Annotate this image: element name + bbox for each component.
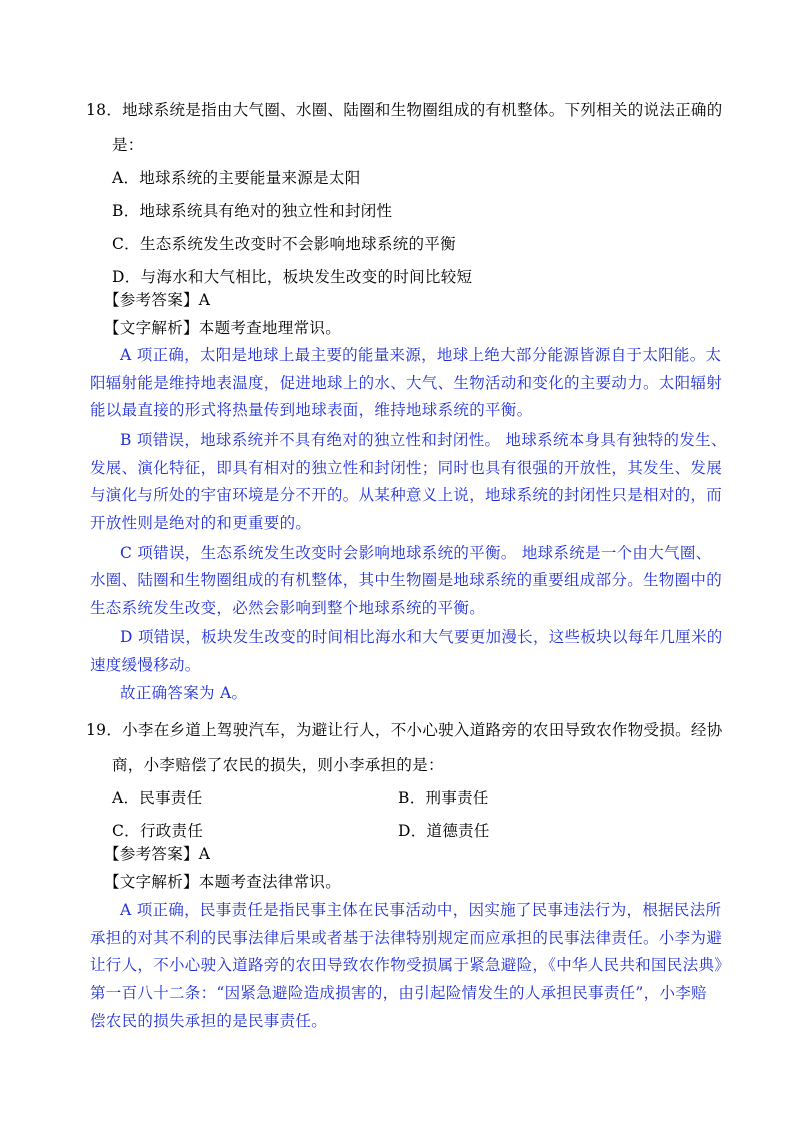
q18-option-b: B．地球系统具有绝对的独立性和封闭性	[112, 202, 393, 220]
q19-stem-line2: 商，小李赔偿了农民的损失，则小李承担的是：	[112, 756, 444, 774]
q18-stem-line1: 18．地球系统是指由大气圈、水圈、陆圈和生物圈组成的有机整体。下列相关的说法正确的	[86, 101, 723, 119]
q19-stem-line1: 19．小李在乡道上驾驶汽车，为避让行人，不小心驶入道路旁的农田导致农作物受损。经协	[86, 721, 723, 739]
q18-option-d: D．与海水和大气相比，板块发生改变的时间比较短	[112, 268, 473, 286]
q18-analysis-conclusion: 故正确答案为 A。	[120, 684, 248, 702]
q19-option-a: A．民事责任	[112, 789, 203, 807]
q19-answer: 【参考答案】A	[104, 845, 211, 863]
q19-analysis-line: 承担的对其不利的民事法律后果或者基于法律特别规定而应承担的民事法律责任。小李为避	[90, 929, 723, 947]
q18-option-c: C．生态系统发生改变时不会影响地球系统的平衡	[112, 235, 456, 253]
q18-analysis-line: 发展、演化特征，即具有相对的独立性和封闭性；同时也具有很强的开放性，其发生、发展	[90, 459, 723, 477]
q18-stem-line2: 是：	[112, 136, 144, 154]
q19-analysis-title: 【文字解析】本题考查法律常识。	[104, 873, 342, 891]
q18-option-a: A．地球系统的主要能量来源是太阳	[112, 169, 361, 187]
q18-analysis-line: 能以最直接的形式将热量传到地球表面，维持地球系统的平衡。	[90, 401, 533, 419]
q18-analysis-line: B 项错误，地球系统并不具有绝对的独立性和封闭性。 地球系统本身具有独特的发生、	[120, 431, 727, 449]
q19-analysis-line: 让行人，不小心驶入道路旁的农田导致农作物受损属于紧急避险，《中华人民共和国民法典》	[90, 956, 731, 974]
q18-analysis-line: D 项错误，板块发生改变的时间相比海水和大气要更加漫长，这些板块以每年几厘米的	[120, 628, 723, 646]
q18-analysis-line: 与演化与所处的宇宙环境是分不开的。从某种意义上说，地球系统的封闭性只是相对的，而	[90, 486, 723, 504]
q18-analysis-line: 生态系统发生改变，必然会影响到整个地球系统的平衡。	[90, 599, 486, 617]
q19-option-d: D．道德责任	[398, 822, 490, 840]
q18-analysis-line: A 项正确，太阳是地球上最主要的能量来源，地球上绝大部分能源皆源自于太阳能。太	[120, 346, 722, 364]
q19-analysis-line: 第一百八十二条：“因紧急避险造成损害的，由引起险情发生的人承担民事责任”，小李赔	[90, 984, 707, 1002]
q18-analysis-line: C 项错误，生态系统发生改变时会影响地球系统的平衡。 地球系统是一个由大气圈、	[120, 544, 712, 562]
q18-analysis-line: 水圈、陆圈和生物圈组成的有机整体，其中生物圈是地球系统的重要组成部分。生物圈中的	[90, 571, 723, 589]
q18-analysis-line: 开放性则是绝对的和更重要的。	[90, 514, 312, 532]
q19-analysis-line: 偿农民的损失承担的是民事责任。	[90, 1012, 328, 1030]
q18-analysis-line: 速度缓慢移动。	[90, 656, 201, 674]
q19-analysis-line: A 项正确，民事责任是指民事主体在民事活动中，因实施了民事违法行为，根据民法所	[120, 901, 722, 919]
q18-analysis-title: 【文字解析】本题考查地理常识。	[104, 319, 342, 337]
q19-option-c: C．行政责任	[112, 822, 204, 840]
q18-analysis-line: 阳辐射能是维持地表温度，促进地球上的水、大气、生物活动和变化的主要动力。太阳辐射	[90, 374, 723, 392]
q18-answer: 【参考答案】A	[104, 291, 211, 309]
q19-option-b: B．刑事责任	[398, 789, 489, 807]
